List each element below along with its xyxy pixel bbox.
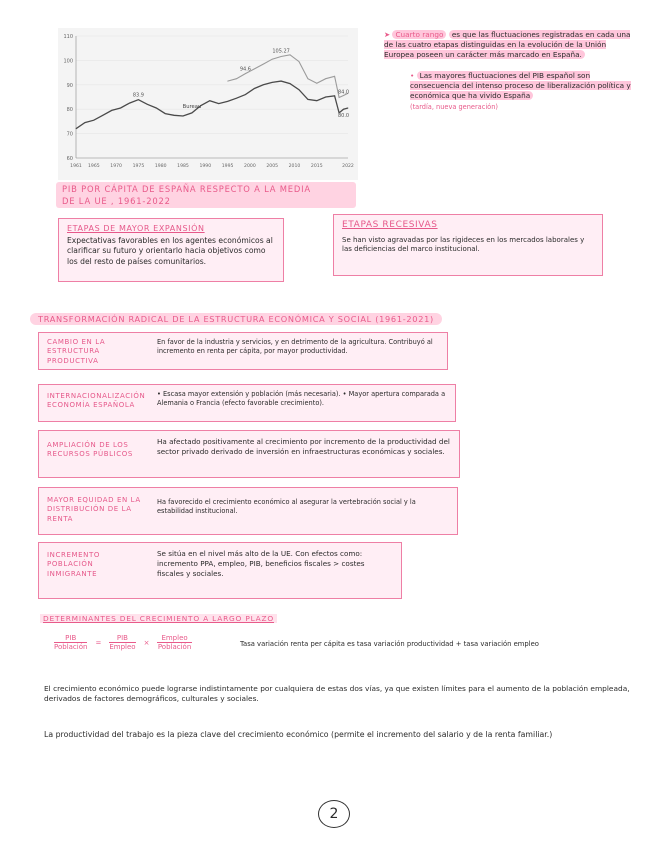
data-point (174, 115, 175, 116)
y-tick-label: 110 (63, 34, 73, 40)
data-point (85, 122, 86, 123)
note-bullet-block (410, 71, 634, 113)
x-tick-label: 1990 (199, 164, 212, 169)
data-label: 83.9 (132, 92, 144, 99)
data-point (299, 61, 300, 62)
transform-row-1-label: CAMBIO EN LA ESTRUCTURA PRODUCTIVA (47, 338, 106, 365)
data-point (129, 103, 130, 104)
transform-row-2-label: INTERNACIONALIZACIÓN ECONOMÍA ESPAÑOLA (47, 392, 146, 410)
expansion-body: Expectativas favorables en los agentes económicos al clarificar su futuro y orientarlo hacia objetivos como los del resto de países comunitarios. (67, 236, 273, 266)
data-point (236, 98, 237, 99)
x-tick-label: 2005 (266, 164, 279, 169)
data-point (254, 88, 255, 89)
fraction-2-num: PIB (109, 634, 135, 643)
note-text: es que las fluctuaciones registradas en cada una de las cuatro etapas distinguidas en la evolución de la Unión Europea poseen un carácter más marcado en España. (384, 30, 631, 60)
equals-sign: = (95, 638, 102, 647)
times-sign: × (143, 638, 150, 647)
data-point (281, 56, 282, 57)
data-point (334, 95, 335, 96)
fraction-1 (54, 634, 87, 651)
transform-row-5-text: Se sitúa en el nivel más alto de la UE. Con efectos como: incremento PPA, empleo, PIB, beneficios fiscales > costes fiscales y sociales. (157, 549, 365, 579)
data-point (290, 83, 291, 84)
data-point (192, 112, 193, 113)
chart-panel (58, 28, 358, 180)
x-tick-label: 1980 (154, 164, 167, 169)
x-tick-label: 1985 (177, 164, 189, 169)
data-point (348, 108, 349, 109)
page-number: 2 (329, 806, 339, 822)
y-tick-label: 60 (66, 156, 73, 162)
arrow-right-icon: ➤ (384, 30, 391, 39)
data-point (272, 59, 273, 60)
data-point (272, 82, 273, 83)
data-point (325, 97, 326, 98)
data-point (245, 73, 246, 74)
x-tick-label: 1965 (87, 164, 100, 169)
y-tick-label: 70 (66, 131, 73, 138)
data-label: 80.0 (337, 113, 350, 120)
data-point (307, 78, 308, 79)
page-number-circle (318, 800, 350, 828)
transform-row-3-text: Ha afectado positivamente al crecimiento por incremento de la productividad del sector privado derivado de inversión en infraestructuras económicas y sociales. (157, 437, 450, 457)
gdp-chart (58, 28, 358, 180)
fraction-1-den: Población (54, 643, 88, 651)
determinants-rate: Tasa variación renta per cápita es tasa variación productividad + tasa variación empleo (240, 640, 539, 648)
determinants-heading: DETERMINANTES DEL CRECIMIENTO A LARGO PLAZO (40, 614, 277, 623)
data-point (325, 78, 326, 79)
expansion-box (58, 218, 284, 282)
data-point (343, 109, 344, 110)
x-tick-label: 1995 (221, 164, 234, 169)
data-point (156, 108, 157, 109)
bullet-dot-icon: • (410, 70, 415, 80)
x-tick-label: 1975 (132, 164, 145, 169)
data-point (218, 103, 219, 104)
chart-caption-line2: DE LA UE , 1961-2022 (62, 196, 171, 206)
series-line-eurostat (228, 55, 348, 98)
formula (54, 634, 192, 651)
data-point (76, 128, 77, 129)
transform-row-4-text: Ha favorecido el crecimiento económico al asegurar la vertebración social y la estabilidad institucional. (157, 498, 416, 516)
series-label: Bureau (182, 103, 202, 110)
x-tick-label: 2022 (342, 164, 354, 169)
data-point (290, 54, 291, 55)
data-point (254, 69, 255, 70)
recession-box (333, 214, 603, 276)
x-tick-label: 1961 (70, 164, 82, 169)
data-point (339, 97, 340, 98)
data-point (281, 81, 282, 82)
data-point (227, 81, 228, 82)
expansion-title: ETAPAS DE MAYOR EXPANSIÓN (67, 224, 205, 233)
y-tick-label: 100 (63, 58, 73, 65)
data-point (147, 104, 148, 105)
chart-caption-line1: PIB POR CÁPITA DE ESPAÑA RESPECTO A LA MEDIA (62, 184, 311, 194)
data-point (102, 115, 103, 116)
data-label: 105.27 (272, 48, 290, 55)
transform-heading: TRANSFORMACIÓN RADICAL DE LA ESTRUCTURA ECONÓMICA Y SOCIAL (1961-2021) (30, 313, 442, 325)
data-label: 94.6 (239, 66, 252, 73)
note-sub: (tardía, nueva generación) (410, 103, 498, 112)
transform-row-1-text: En favor de la industria y servicios, y en detrimento de la agricultura. Contribuyó al incremento en renta per cápita, por mayor productividad. (157, 338, 433, 356)
transform-row-3-label: AMPLIACIÓN DE LOS RECURSOS PÚBLICOS (47, 441, 133, 459)
fraction-3-den: Población (157, 643, 192, 651)
data-point (209, 100, 210, 101)
note-block (384, 30, 634, 112)
x-tick-label: 2000 (244, 164, 256, 169)
data-point (111, 110, 112, 111)
data-point (236, 78, 237, 79)
fraction-2 (109, 634, 135, 651)
data-label: 84.0 (337, 89, 350, 96)
transform-row-2 (38, 384, 456, 422)
data-point (138, 99, 139, 100)
recession-body: Se han visto agravadas por las rigideces en los mercados laborales y las deficiencias del marco institucional. (342, 236, 585, 254)
recession-title: ETAPAS RECESIVAS (342, 220, 438, 230)
transform-row-4 (38, 487, 458, 535)
transform-row-5 (38, 542, 402, 599)
y-tick-label: 80 (66, 107, 73, 114)
fraction-2-den: Empleo (109, 643, 136, 651)
fraction-3 (157, 634, 191, 651)
series-line-bureau (76, 81, 348, 129)
transform-row-4-label: MAYOR EQUIDAD EN LA DISTRIBUCIÓN DE LA RENTA (47, 496, 141, 523)
x-tick-label: 1970 (110, 164, 122, 169)
data-point (165, 113, 166, 114)
note-lead: Cuarto rango (392, 30, 446, 39)
y-tick-label: 90 (66, 82, 73, 89)
data-point (316, 100, 317, 101)
transform-row-5-label: INCREMENTO POBLACIÓN INMIGRANTE (47, 551, 100, 578)
x-tick-label: 2015 (310, 164, 323, 169)
note-paragraph (384, 30, 634, 61)
transform-row-3 (38, 430, 460, 478)
x-tick-label: 2010 (288, 164, 301, 169)
fraction-3-num: Empleo (157, 634, 191, 643)
note-bullet: Las mayores fluctuaciones del PIB español son consecuencia del intenso proceso de liberalización política y económica que ha vivido España (410, 70, 631, 101)
data-point (227, 101, 228, 102)
data-point (263, 84, 264, 85)
transform-row-2-text: • Escasa mayor extensión y población (más necesaria). • Mayor apertura comparada a Alemania o Francia (efecto favorable crecimiento). (157, 390, 446, 408)
data-point (120, 108, 121, 109)
data-point (93, 120, 94, 121)
data-point (307, 99, 308, 100)
data-point (316, 83, 317, 84)
data-point (299, 89, 300, 90)
transform-row-1 (38, 332, 448, 370)
data-point (183, 116, 184, 117)
data-point (334, 76, 335, 77)
chart-caption (56, 182, 356, 208)
paragraph-productivity: La productividad del trabajo es la pieza clave del crecimiento económico (permite el incremento del salario y de la renta familiar.) (44, 730, 553, 739)
data-point (245, 94, 246, 95)
paragraph-growth: El crecimiento económico puede lograrse indistintamente por cualquiera de estas dos vías, ya que existen límites para el aumento de la población empleada, derivados de factores demográficos, culturales y sociales. (44, 684, 630, 704)
data-point (263, 64, 264, 65)
fraction-1-num: PIB (54, 634, 87, 643)
